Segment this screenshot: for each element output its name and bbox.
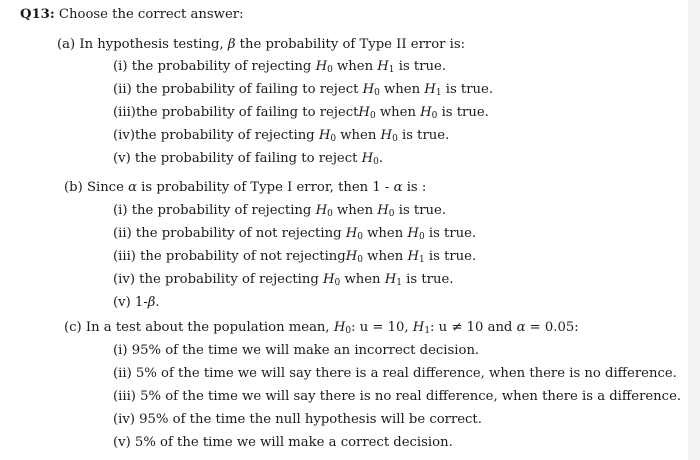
question-number: Q13: [20,7,55,22]
option-a-iv: (iv)the probability of rejecting $H_0$ when $H_0$ is true. [113,128,450,144]
option-a-iii: (iii)the probability of failing to rejectH$_0$ when $H_0$ is true. [113,105,489,121]
part-b-stem [64,180,426,196]
part-a-stem [57,37,465,53]
option-b-ii: (ii) the probability of not rejecting $H_0$ when $H_0$ is true. [113,226,477,242]
part-a-label: (a) [57,37,76,52]
option-a-ii: (ii) the probability of failing to reject $H_0$ when $H_1$ is true. [113,82,494,98]
part-c-label: (c) [64,320,82,335]
part-c-stem [64,320,579,336]
part-a-text: In hypothesis testing, β the probability of Type II error is: [79,37,466,52]
option-b-v: (v) 1-β. [113,295,160,310]
option-a-v: (v) the probability of failing to reject $H_0$. [113,151,384,167]
option-c-iii: (iii) 5% of the time we will say there is no real difference, when there is a difference. [113,389,682,404]
option-b-iv: (iv) the probability of rejecting $H_0$ when $H_1$ is true. [113,272,454,288]
option-c-v: (v) 5% of the time we will make a correct decision. [113,435,453,450]
option-b-i: (i) the probability of rejecting $H_0$ when $H_0$ is true. [113,203,446,219]
part-c-text: In a test about the population mean, $H_0$: u = 10, $H_1$: u ≠ 10 and α = 0.05: [85,320,579,336]
option-c-i: (i) 95% of the time we will make an incorrect decision. [113,343,480,358]
option-b-iii: (iii) the probability of not rejectingH$_0$ when $H_1$ is true. [113,249,477,265]
page-edge [688,0,700,460]
part-b-label: (b) [64,180,83,195]
question-header [20,7,244,23]
option-c-ii: (ii) 5% of the time we will say there is a real difference, when there is no difference. [113,366,677,381]
question-prompt: Choose the correct answer: [58,7,244,22]
option-a-i: (i) the probability of rejecting $H_0$ when $H_1$ is true. [113,59,446,75]
option-c-iv: (iv) 95% of the time the null hypothesis will be correct. [113,412,482,427]
part-b-text: Since α is probability of Type I error, then 1 - α is : [86,180,427,195]
